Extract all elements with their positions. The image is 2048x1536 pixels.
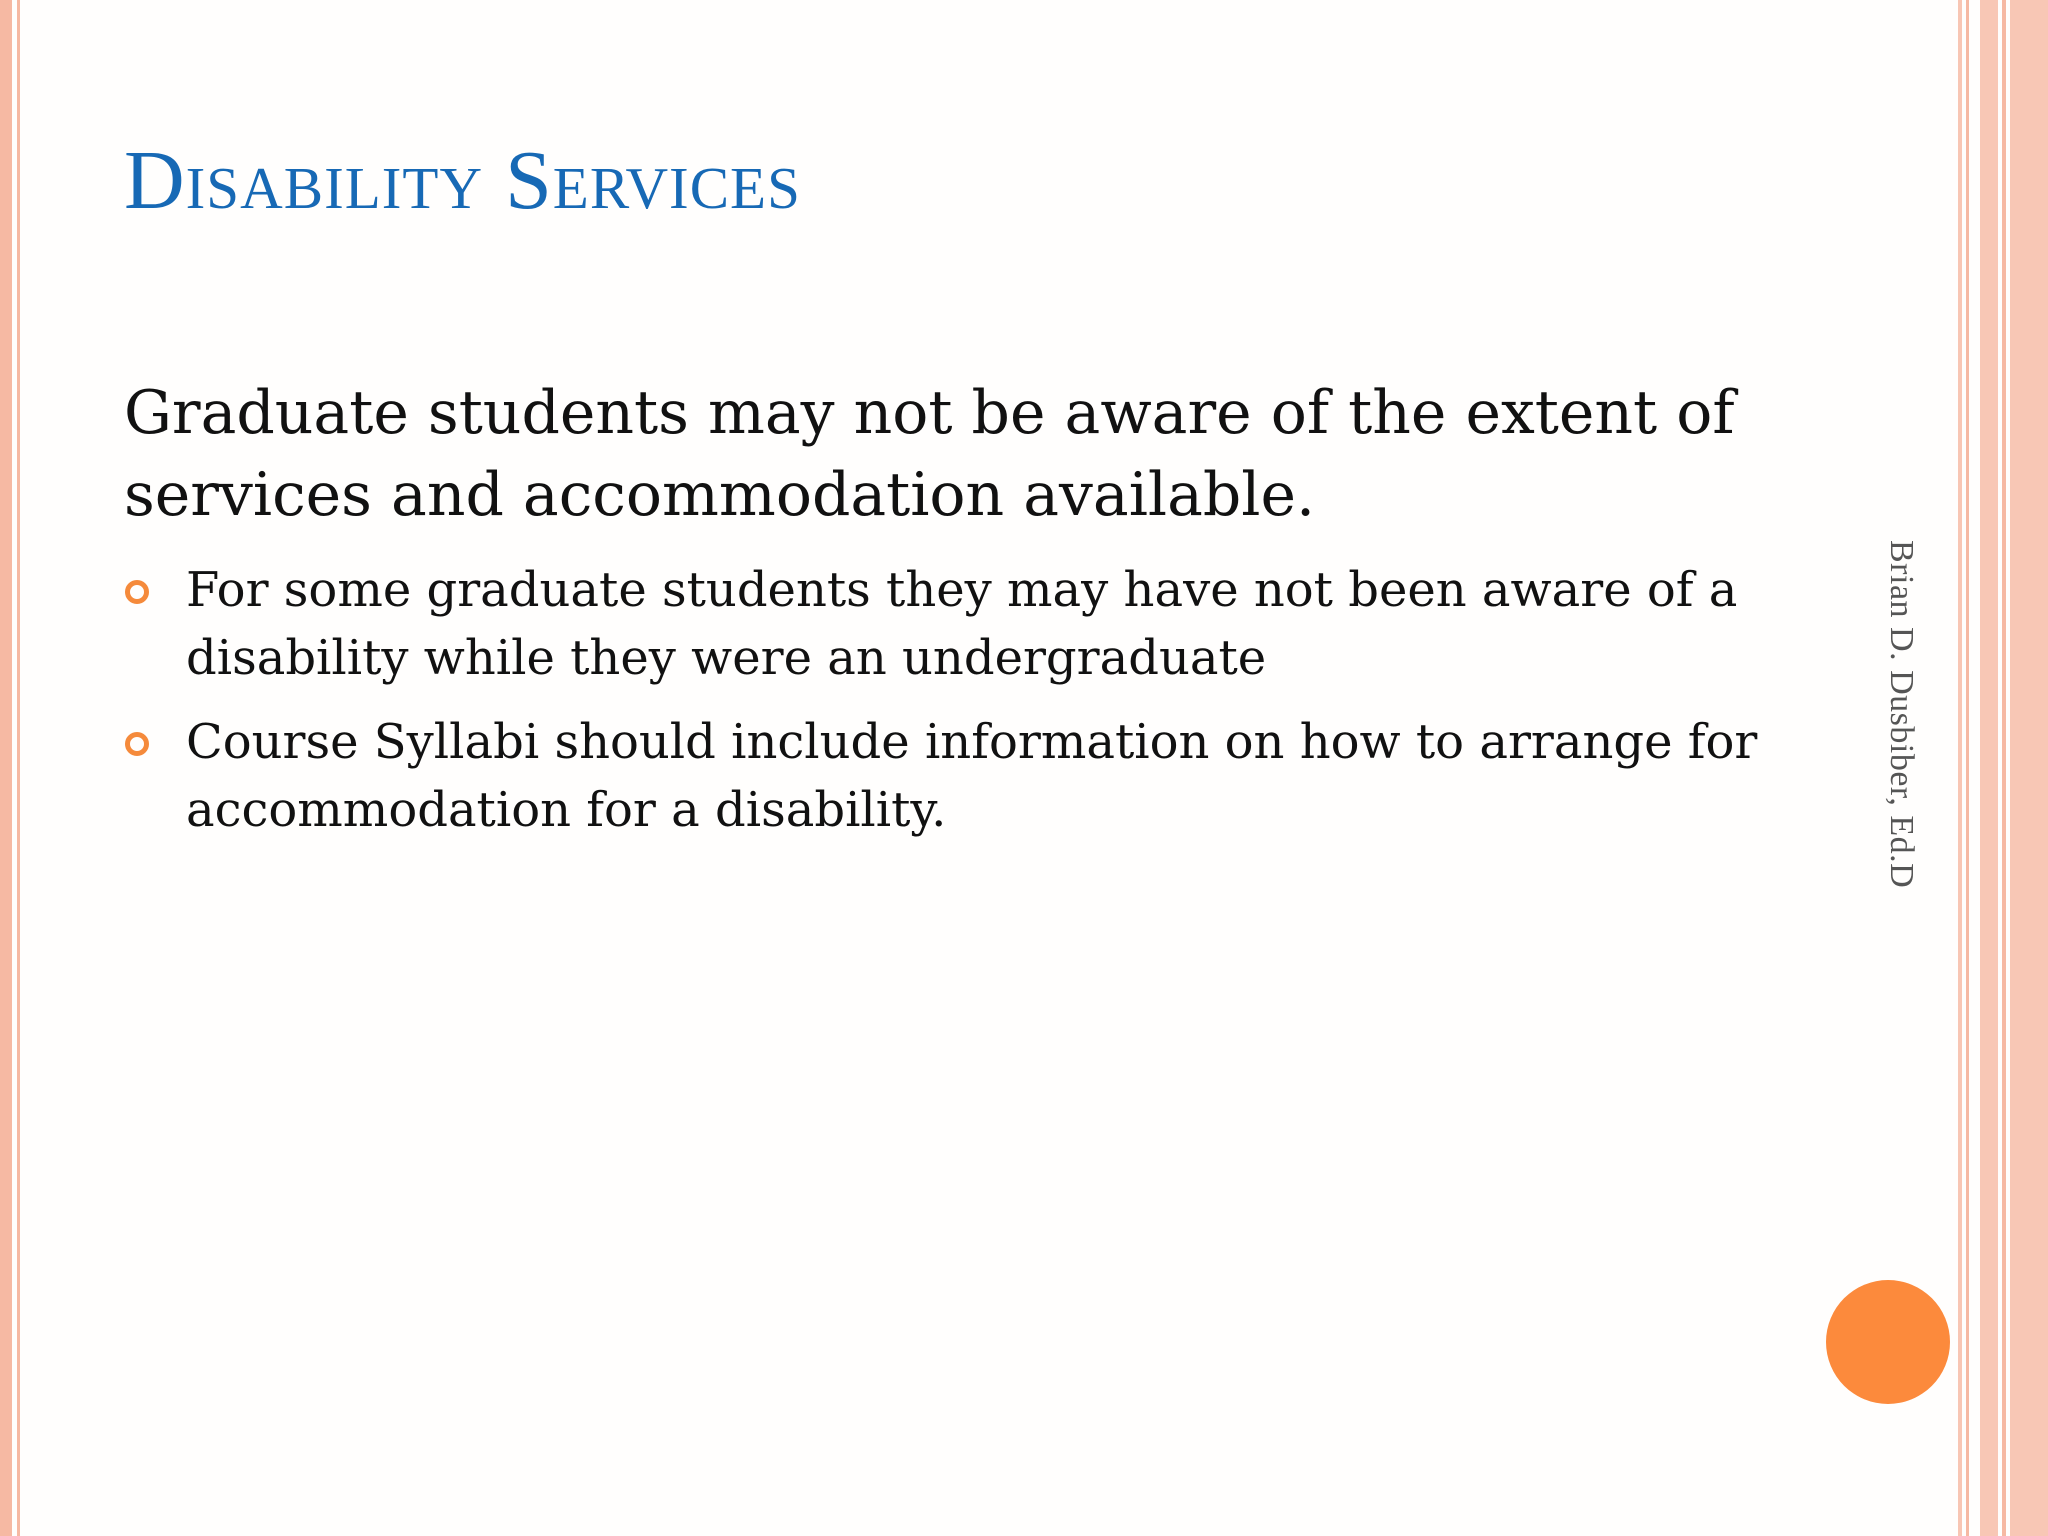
decorative-circle [1826,1280,1950,1404]
left-border-stripe [0,0,12,1536]
author-credit: Brian D. Dusbiber, Ed.D [1883,540,1920,889]
bullet-item [124,556,1764,692]
right-border-line [2002,0,2006,1536]
bullet-list [124,556,1764,860]
bullet-text: For some graduate students they may have not been aware of a disability while they were an undergraduate [186,562,1738,686]
ring-bullet-icon [125,732,149,756]
bullet-item [124,708,1764,844]
bullet-text: Course Syllabi should include information on how to arrange for accommodation for a disability. [186,714,1758,838]
right-border-line [1966,0,1969,1536]
right-border-band [1980,0,1998,1536]
right-border-line [1958,0,1962,1536]
right-border-band [2010,0,2048,1536]
slide-title: Disability Services [124,134,801,227]
lead-paragraph: Graduate students may not be aware of the extent of services and accommodation available. [124,378,1735,530]
ring-bullet-icon [125,580,149,604]
left-border-line [17,0,20,1536]
